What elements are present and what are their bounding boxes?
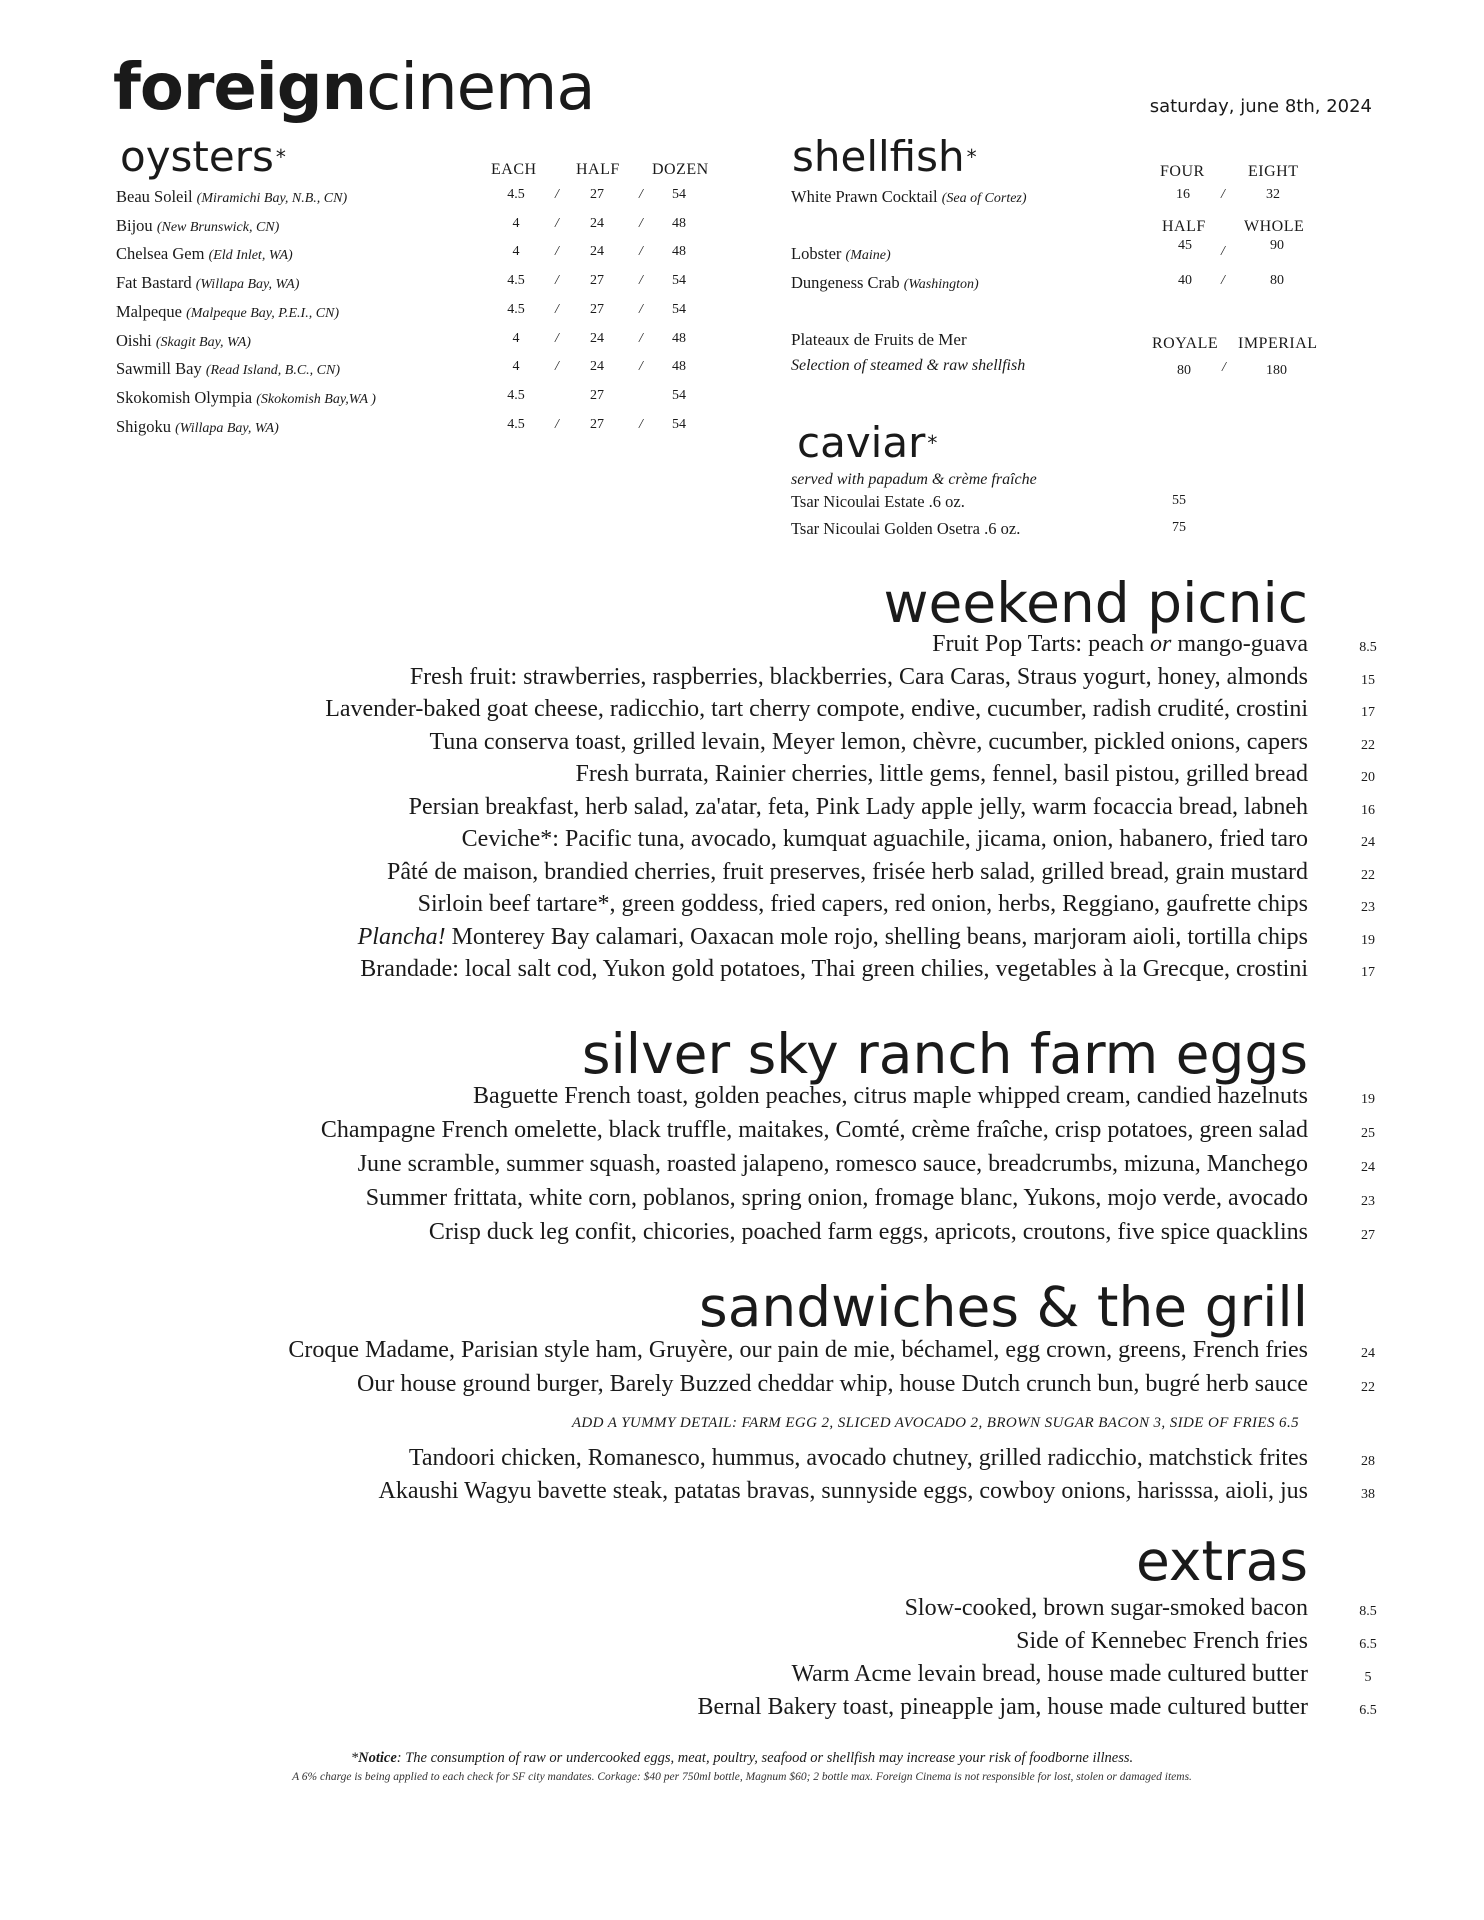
menu-item [321,1117,1308,1144]
farm-eggs-heading: silver sky ranch farm eggs [581,1022,1308,1086]
caviar-asterisk: * [927,431,938,455]
price-separator: / [639,273,643,289]
menu-item-text: Monterey Bay calamari, Oaxacan mole rojo, shelling beans, marjoram aioli, tortilla chips [445,923,1308,950]
oyster-price-dozen: 54 [672,387,686,403]
menu-item-price: 15 [1361,672,1375,688]
menu-item-price: 17 [1361,705,1375,720]
shellfish-heading [792,132,977,181]
price-separator: / [639,187,643,202]
shellfish-col-eight: EIGHT [1248,163,1299,180]
logo-bold-text: foreign [113,51,367,125]
menu-item [358,1151,1308,1178]
menu-item-price: 8.5 [1359,640,1377,655]
shellfish-asterisk: * [966,145,977,169]
shellfish-name: White Prawn Cocktail [791,187,938,206]
oyster-price-half: 24 [590,359,604,375]
menu-item [576,761,1308,788]
logo-light-text: cinema [366,51,595,125]
shellfish-row-prawn [791,187,1351,215]
menu-item-text: Sirloin beef tartare*, green goddess, fried capers, red onion, herbs, Reggiano, gaufrette chips [417,891,1308,917]
oyster-price-half: 27 [590,187,604,202]
oyster-label [116,417,279,437]
menu-item [360,956,1308,983]
oyster-price-each: 4.5 [507,187,525,202]
oyster-name: Skokomish Olympia [116,387,253,407]
menu-item [791,1661,1308,1688]
menu-item-price: 19 [1361,932,1375,948]
menu-item-text: Lavender-baked goat cheese, radicchio, tart cherry compote, endive, cucumber, radish crudité, crostini [325,696,1308,722]
oyster-region: (Read Island, B.C., CN) [205,363,340,379]
caviar-note: served with papadum & crème fraîche [791,471,1037,488]
shellfish-price-whole: 90 [1270,238,1284,253]
menu-item-price: 22 [1361,867,1375,883]
price-separator: / [639,416,643,432]
price-separator: / [639,301,643,317]
oyster-name: Shigoku [116,416,172,436]
oysters-col-each: EACH [491,161,537,178]
menu-item-price: 22 [1361,737,1375,753]
menu-item-text: Our house ground burger, Barely Buzzed cheddar whip, house Dutch crunch bun, bugré herb sauce [357,1371,1308,1397]
oyster-name: Sawmill Bay [116,359,202,379]
notice-label: Notice [358,1750,397,1766]
price-separator: / [1221,244,1225,259]
menu-item-price: 17 [1361,965,1375,980]
menu-item-price: 24 [1361,835,1375,850]
oyster-price-half: 27 [590,387,604,403]
shellfish-col-four: FOUR [1160,163,1205,180]
menu-item-price: 25 [1361,1126,1375,1141]
price-separator: / [639,359,643,375]
menu-item-text: Side of Kennebec French fries [1016,1628,1308,1654]
oyster-name: Malpeque [116,301,182,321]
oyster-price-dozen: 48 [672,244,686,260]
menu-item-price: 6.5 [1359,1703,1377,1718]
oyster-price-each: 4 [512,359,520,375]
menu-item-text: Tandoori chicken, Romanesco, hummus, avocado chutney, grilled radicchio, matchstick frites [408,1445,1308,1471]
shellfish-col-imperial: IMPERIAL [1238,335,1318,352]
oyster-row [116,273,716,301]
oyster-region: (Miramichi Bay, N.B., CN) [196,191,348,206]
oyster-name: Oishi [116,330,152,350]
plateaux-price-royale: 80 [1177,363,1191,378]
menu-item-price: 38 [1361,1487,1375,1502]
oyster-row [116,216,716,244]
oyster-region: (Skagit Bay, WA) [155,334,251,350]
menu-item [379,1478,1308,1505]
shellfish-col-whole: WHOLE [1244,218,1305,235]
oyster-price-dozen: 54 [672,273,686,289]
oyster-price-dozen: 48 [672,330,686,346]
oyster-name: Bijou [116,215,153,235]
notice-text: : The consumption of raw or undercooked eggs, meat, poultry, seafood or shellfish may increase your risk of foodborne illness. [396,1750,1134,1766]
oyster-price-dozen: 54 [672,416,686,432]
price-separator: / [555,273,559,289]
shellfish-price-four: 16 [1176,187,1190,202]
oyster-price-dozen: 48 [672,359,686,375]
oyster-price-each: 4.5 [507,416,525,432]
price-separator: / [555,187,559,202]
menu-item-text: Champagne French omelette, black truffle, maitakes, Comté, crème fraîche, crisp potatoes, green salad [320,1117,1308,1143]
menu-item-text: Persian breakfast, herb salad, za'atar, feta, Pink Lady apple jelly, warm focaccia bread, labneh [408,793,1308,820]
menu-item-price: 6.5 [1359,1637,1377,1652]
menu-item-price: 24 [1361,1160,1375,1175]
oyster-region: (Eld Inlet, WA) [208,248,293,264]
menu-item [325,696,1308,723]
price-separator: / [639,215,643,231]
menu-item-price: 22 [1361,1380,1375,1395]
oyster-row [116,187,716,215]
menu-item [462,826,1308,853]
oyster-price-dozen: 54 [672,187,686,202]
menu-item-text: Fresh burrata, Rainier cherries, little gems, fennel, basil pistou, grilled bread [575,761,1308,787]
menu-item-text: Tuna conserva toast, grilled levain, Meyer lemon, chèvre, cucumber, pickled onions, capers [429,728,1308,755]
oyster-price-half: 24 [590,244,604,260]
oyster-label [116,302,339,322]
shellfish-title: shellfish [792,132,965,181]
menu-item [357,1371,1308,1398]
plateaux-name: Plateaux de Fruits de Mer [791,330,967,349]
price-separator: / [1222,360,1226,375]
price-separator: / [1221,273,1225,288]
menu-item-text: Fresh fruit: strawberries, raspberries, blackberries, Cara Caras, Straus yogurt, honey, almonds [409,663,1308,690]
oyster-label [116,244,293,264]
oysters-title: oysters [120,132,274,181]
oyster-price-half: 27 [590,273,604,289]
oyster-price-each: 4 [512,244,520,260]
oyster-row [116,244,716,272]
oysters-asterisk: * [275,145,286,169]
menu-item-price: 8.5 [1359,1604,1377,1619]
oyster-region: (New Brunswick, CN) [156,219,280,235]
oyster-label [116,273,299,293]
menu-item [698,1694,1308,1721]
oyster-label [116,187,347,207]
oyster-region: (Willapa Bay, WA) [195,277,300,293]
shellfish-name: Lobster [791,244,842,263]
oyster-price-half: 24 [590,215,604,231]
price-separator: / [555,416,559,432]
oyster-price-each: 4.5 [507,301,525,317]
plateaux-price-imperial: 180 [1266,363,1287,378]
caviar-item-price: 75 [1172,520,1186,535]
caviar-title: caviar [797,418,926,467]
price-separator: / [555,215,559,231]
extras-heading: extras [1136,1529,1308,1593]
shellfish-price-eight: 32 [1266,187,1280,202]
menu-item-text-tail: mango-guava [1171,631,1308,657]
menu-item-price: 5 [1364,1670,1372,1685]
menu-item [905,1595,1308,1622]
menu-item [410,664,1308,691]
oyster-price-each: 4 [512,330,520,346]
menu-item [358,924,1308,951]
menu-item-text: Brandade: local salt cod, Yukon gold potatoes, Thai green chilies, vegetables à la Grecque, crostini [360,956,1308,982]
burger-addons: ADD A YUMMY DETAIL: FARM EGG 2, SLICED AVOCADO 2, BROWN SUGAR BACON 3, SIDE OF FRIES 6.5 [571,1415,1299,1431]
menu-item-price: 16 [1361,802,1375,818]
oysters-col-dozen: DOZEN [652,161,709,178]
shellfish-price-whole: 80 [1270,273,1284,288]
oyster-price-each: 4.5 [507,387,525,403]
menu-item [409,1445,1308,1472]
oyster-price-each: 4 [512,215,520,231]
caviar-item-name: Tsar Nicoulai Golden Osetra .6 oz. [791,519,1021,538]
menu-item-text: Summer frittata, white corn, poblanos, spring onion, fromage blanc, Yukons, mojo verde, avocado [365,1185,1308,1211]
price-separator: / [555,244,559,260]
weekend-picnic-heading: weekend picnic [883,571,1308,635]
shellfish-price-half: 45 [1178,238,1192,253]
oysters-heading [120,132,286,181]
charge-notice: A 6% charge is being applied to each check for SF city mandates. Corkage: $40 per 750ml bottle, Magnum $60; 2 bottle max. Foreign Cinema is not responsible for lost, stolen or damaged items. [292,1771,1192,1783]
oyster-label [116,216,279,236]
restaurant-logo [113,51,595,125]
oyster-row [116,359,716,387]
shellfish-region: (Maine) [845,248,891,263]
oyster-name: Fat Bastard [116,273,192,293]
oyster-label [116,359,340,379]
shellfish-price-half: 40 [1178,273,1192,288]
oyster-price-each: 4.5 [507,273,525,289]
foodborne-notice [0,1750,1484,1767]
oyster-region: (Willapa Bay, WA) [175,420,279,436]
shellfish-name: Dungeness Crab [791,273,900,292]
menu-item-price: 23 [1361,900,1375,915]
menu-item-text: Ceviche*: Pacific tuna, avocado, kumquat aguachile, jicama, onion, habanero, fried taro [461,826,1308,852]
menu-item-price: 24 [1361,1346,1375,1361]
oyster-row [116,417,716,445]
shellfish-col-royale: ROYALE [1152,335,1219,352]
shellfish-row-crab [791,273,1351,301]
oyster-price-dozen: 54 [672,301,686,317]
oyster-region: (Malpeque Bay, P.E.I., CN) [186,305,340,321]
menu-item [1016,1628,1308,1655]
menu-item-text: Baguette French toast, golden peaches, citrus maple whipped cream, candied hazelnuts [472,1083,1308,1109]
oyster-price-dozen: 48 [672,215,686,231]
menu-item-text: Pâté de maison, brandied cherries, fruit preserves, frisée herb salad, grilled bread, grain mustard [387,858,1308,885]
price-separator: / [1221,187,1225,202]
menu-item-text: Bernal Bakery toast, pineapple jam, house made cultured butter [697,1694,1308,1720]
plateaux-description: Selection of steamed & raw shellfish [791,357,1026,374]
menu-item [429,1219,1308,1246]
menu-item-text: Fruit Pop Tarts: peach [932,631,1151,657]
sandwiches-heading: sandwiches & the grill [699,1275,1308,1339]
menu-date: saturday, june 8th, 2024 [1149,96,1372,117]
menu-item [409,794,1308,821]
menu-item-text: Warm Acme levain bread, house made cultured butter [791,1661,1308,1687]
oyster-row [116,388,716,416]
caviar-item-price: 55 [1172,493,1186,508]
oyster-price-half: 24 [590,330,604,346]
menu-item-text: Croque Madame, Parisian style ham, Gruyère, our pain de mie, béchamel, egg crown, greens, French fries [288,1337,1308,1363]
oyster-price-half: 27 [590,301,604,317]
price-separator: / [639,244,643,260]
menu-item-text: Crisp duck leg confit, chicories, poached farm eggs, apricots, croutons, five spice quacklins [428,1219,1308,1245]
menu-item-text: Slow-cooked, brown sugar-smoked bacon [904,1595,1308,1621]
menu-item-highlight: Plancha! [357,923,446,950]
price-separator: / [639,330,643,346]
price-separator: / [555,330,559,346]
menu-item-text: June scramble, summer squash, roasted jalapeno, romesco sauce, breadcrumbs, mizuna, Manchego [357,1151,1308,1177]
shellfish-region: (Sea of Cortez) [941,191,1027,206]
notice-asterisk: * [350,1750,359,1766]
oyster-label [116,331,251,351]
shellfish-region: (Washington) [903,277,979,292]
shellfish-col-half: HALF [1162,218,1206,235]
menu-item-price: 19 [1361,1092,1375,1107]
menu-item [932,631,1308,658]
menu-item-price: 28 [1361,1454,1375,1469]
menu-item [418,891,1308,918]
oyster-name: Chelsea Gem [116,244,205,264]
oyster-label [116,388,376,408]
menu-item-price: 20 [1361,770,1375,785]
menu-item-price: 27 [1361,1228,1375,1243]
menu-item [387,859,1308,886]
oyster-price-half: 27 [590,416,604,432]
price-separator: / [555,301,559,317]
menu-item-italic: or [1150,631,1172,657]
caviar-item-name: Tsar Nicoulai Estate .6 oz. [791,492,965,511]
menu-item [473,1083,1308,1110]
menu-item-text: Akaushi Wagyu bavette steak, patatas bravas, sunnyside eggs, cowboy onions, harisssa, aioli, jus [378,1478,1308,1504]
caviar-heading [797,418,938,467]
menu-item-price: 23 [1361,1194,1375,1209]
menu-item [288,1337,1308,1364]
menu-item [429,729,1308,756]
menu-item [366,1185,1308,1212]
oysters-col-half: HALF [576,161,620,178]
price-separator: / [555,359,559,375]
shellfish-row-lobster [791,238,1351,272]
oyster-region: (Skokomish Bay,WA ) [256,391,376,407]
oyster-row [116,331,716,359]
oyster-row [116,302,716,330]
oyster-name: Beau Soleil [116,187,193,206]
